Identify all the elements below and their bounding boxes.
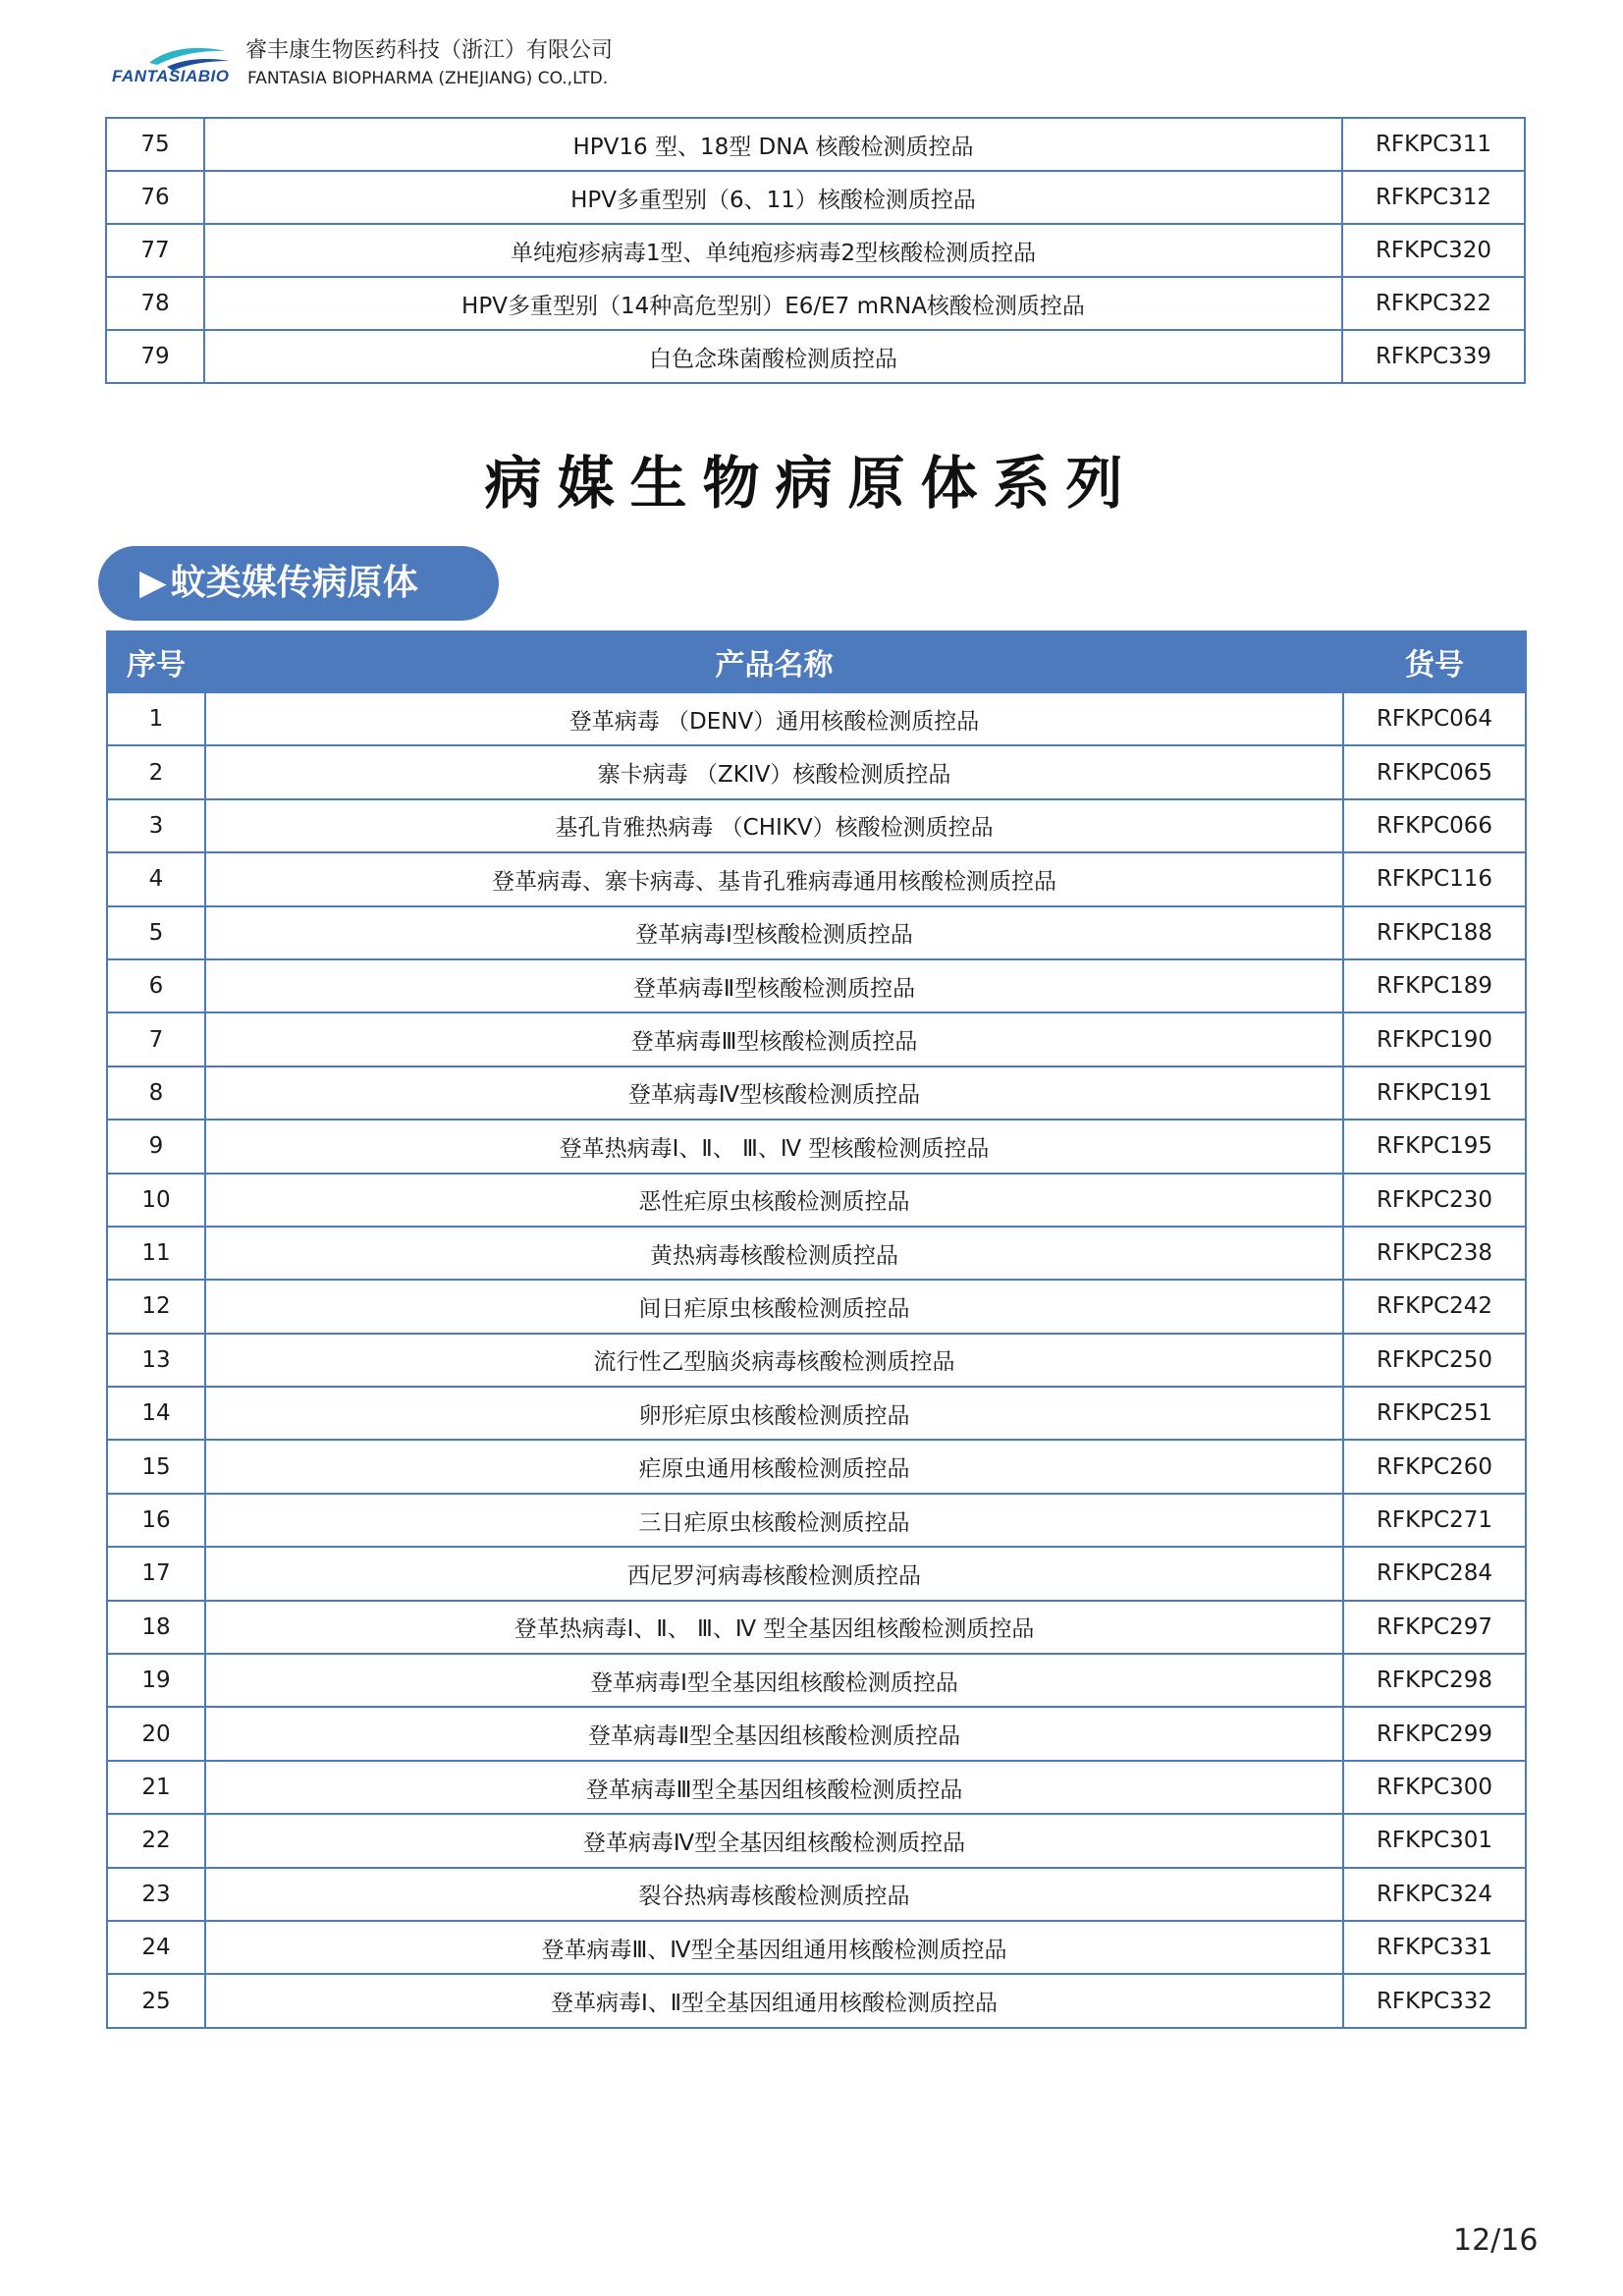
row-number: 19: [107, 1654, 205, 1707]
header-code: 货号: [1343, 631, 1526, 692]
row-number: 79: [106, 330, 204, 383]
header-name: 产品名称: [205, 631, 1343, 692]
row-number: 10: [107, 1174, 205, 1227]
row-number: 2: [107, 745, 205, 798]
product-code: RFKPC301: [1343, 1814, 1526, 1867]
product-code: RFKPC066: [1343, 799, 1526, 852]
table-row: [107, 1120, 1526, 1173]
table-row: [107, 1280, 1526, 1333]
product-name: HPV多重型别（6、11）核酸检测质控品: [204, 171, 1342, 224]
product-code: RFKPC188: [1343, 906, 1526, 959]
company-name-en: FANTASIA BIOPHARMA (ZHEJIANG) CO.,LTD.: [247, 69, 609, 88]
product-code: RFKPC195: [1343, 1120, 1526, 1173]
table-row: [107, 1334, 1526, 1387]
product-code: RFKPC116: [1343, 852, 1526, 905]
product-name: HPV多重型别（14种高危型别）E6/E7 mRNA核酸检测质控品: [204, 277, 1342, 330]
row-number: 77: [106, 224, 204, 277]
table-row: [107, 1387, 1526, 1440]
row-number: 1: [107, 692, 205, 745]
product-code: RFKPC238: [1343, 1227, 1526, 1280]
product-code: RFKPC271: [1343, 1494, 1526, 1547]
product-name: 基孔肯雅热病毒 （CHIKV）核酸检测质控品: [205, 799, 1343, 852]
table-row: [107, 1921, 1526, 1974]
row-number: 3: [107, 799, 205, 852]
product-code: RFKPC322: [1342, 277, 1525, 330]
table-row: [107, 692, 1526, 745]
table-row: [106, 171, 1525, 224]
table-row: [107, 1440, 1526, 1493]
row-number: 22: [107, 1814, 205, 1867]
table-row: [107, 799, 1526, 852]
row-number: 20: [107, 1707, 205, 1760]
row-number: 11: [107, 1227, 205, 1280]
table-row: [107, 1814, 1526, 1867]
row-number: 8: [107, 1066, 205, 1120]
page-number: 12/16: [1453, 2223, 1539, 2258]
product-name: 恶性疟原虫核酸检测质控品: [205, 1174, 1343, 1227]
header-no: 序号: [107, 631, 205, 692]
row-number: 76: [106, 171, 204, 224]
product-name: 登革病毒 （DENV）通用核酸检测质控品: [205, 692, 1343, 745]
company-logo: [110, 45, 238, 94]
table-row: [107, 1654, 1526, 1707]
table-row: [107, 1761, 1526, 1814]
product-name: 登革热病毒Ⅰ、Ⅱ、 Ⅲ、Ⅳ 型全基因组核酸检测质控品: [205, 1601, 1343, 1654]
product-code: RFKPC332: [1343, 1974, 1526, 2027]
product-name: 西尼罗河病毒核酸检测质控品: [205, 1547, 1343, 1600]
company-name-cn: 睿丰康生物医药科技（浙江）有限公司: [245, 38, 614, 63]
page-header: [110, 27, 699, 96]
product-name: HPV16 型、18型 DNA 核酸检测质控品: [204, 118, 1342, 171]
product-code: RFKPC299: [1343, 1707, 1526, 1760]
table-row: [106, 330, 1525, 383]
product-code: RFKPC191: [1343, 1066, 1526, 1120]
product-name: 白色念珠菌酸检测质控品: [204, 330, 1342, 383]
product-name: 登革病毒Ⅳ型全基因组核酸检测质控品: [205, 1814, 1343, 1867]
row-number: 24: [107, 1921, 205, 1974]
table-row: [106, 224, 1525, 277]
row-number: 17: [107, 1547, 205, 1600]
table-row: [107, 1494, 1526, 1547]
product-code: RFKPC064: [1343, 692, 1526, 745]
table-row: [107, 852, 1526, 905]
product-name: 登革病毒Ⅱ型全基因组核酸检测质控品: [205, 1707, 1343, 1760]
table-row: [107, 959, 1526, 1012]
row-number: 5: [107, 906, 205, 959]
main-product-table: [106, 630, 1527, 2029]
product-name: 间日疟原虫核酸检测质控品: [205, 1280, 1343, 1333]
row-number: 4: [107, 852, 205, 905]
row-number: 12: [107, 1280, 205, 1333]
row-number: 7: [107, 1012, 205, 1066]
product-name: 登革病毒、寨卡病毒、基肯孔雅病毒通用核酸检测质控品: [205, 852, 1343, 905]
product-name: 寨卡病毒 （ZKIV）核酸检测质控品: [205, 745, 1343, 798]
row-number: 78: [106, 277, 204, 330]
product-name: 登革热病毒Ⅰ、Ⅱ、 Ⅲ、Ⅳ 型核酸检测质控品: [205, 1120, 1343, 1173]
logo-wordmark: FANTASIABIO: [112, 67, 230, 85]
row-number: 25: [107, 1974, 205, 2027]
product-name: 三日疟原虫核酸检测质控品: [205, 1494, 1343, 1547]
product-name: 登革病毒Ⅰ型全基因组核酸检测质控品: [205, 1654, 1343, 1707]
product-code: RFKPC251: [1343, 1387, 1526, 1440]
product-code: RFKPC065: [1343, 745, 1526, 798]
table-row: [107, 1012, 1526, 1066]
row-number: 15: [107, 1440, 205, 1493]
product-name: 登革病毒Ⅰ型核酸检测质控品: [205, 906, 1343, 959]
product-code: RFKPC284: [1343, 1547, 1526, 1600]
product-name: 疟原虫通用核酸检测质控品: [205, 1440, 1343, 1493]
product-code: RFKPC230: [1343, 1174, 1526, 1227]
subsection-pill: [98, 546, 499, 621]
product-code: RFKPC311: [1342, 118, 1525, 171]
table-row: [106, 277, 1525, 330]
top-product-table: [105, 117, 1526, 384]
product-name: 登革病毒Ⅳ型核酸检测质控品: [205, 1066, 1343, 1120]
row-number: 18: [107, 1601, 205, 1654]
product-name: 裂谷热病毒核酸检测质控品: [205, 1868, 1343, 1921]
product-code: RFKPC260: [1343, 1440, 1526, 1493]
product-code: RFKPC339: [1342, 330, 1525, 383]
row-number: 9: [107, 1120, 205, 1173]
table-header-row: [107, 631, 1526, 692]
product-code: RFKPC320: [1342, 224, 1525, 277]
row-number: 21: [107, 1761, 205, 1814]
product-name: 流行性乙型脑炎病毒核酸检测质控品: [205, 1334, 1343, 1387]
product-name: 登革病毒Ⅰ、Ⅱ型全基因组通用核酸检测质控品: [205, 1974, 1343, 2027]
table-row: [107, 1066, 1526, 1120]
row-number: 16: [107, 1494, 205, 1547]
section-title: 病媒生物病原体系列: [484, 450, 1139, 517]
product-code: RFKPC190: [1343, 1012, 1526, 1066]
table-row: [107, 1547, 1526, 1600]
product-code: RFKPC300: [1343, 1761, 1526, 1814]
row-number: 6: [107, 959, 205, 1012]
product-code: RFKPC250: [1343, 1334, 1526, 1387]
table-row: [107, 1974, 1526, 2027]
product-code: RFKPC242: [1343, 1280, 1526, 1333]
product-code: RFKPC298: [1343, 1654, 1526, 1707]
product-code: RFKPC324: [1343, 1868, 1526, 1921]
row-number: 14: [107, 1387, 205, 1440]
subsection-label: 蚊类媒传病原体: [170, 563, 418, 603]
product-name: 黄热病毒核酸检测质控品: [205, 1227, 1343, 1280]
table-row: [107, 1174, 1526, 1227]
product-name: 登革病毒Ⅲ型全基因组核酸检测质控品: [205, 1761, 1343, 1814]
product-name: 登革病毒Ⅲ型核酸检测质控品: [205, 1012, 1343, 1066]
product-code: RFKPC297: [1343, 1601, 1526, 1654]
table-row: [107, 1601, 1526, 1654]
product-code: RFKPC331: [1343, 1921, 1526, 1974]
table-row: [106, 118, 1525, 171]
table-row: [107, 906, 1526, 959]
row-number: 23: [107, 1868, 205, 1921]
product-name: 卵形疟原虫核酸检测质控品: [205, 1387, 1343, 1440]
product-name: 单纯疱疹病毒1型、单纯疱疹病毒2型核酸检测质控品: [204, 224, 1342, 277]
product-name: 登革病毒Ⅲ、Ⅳ型全基因组通用核酸检测质控品: [205, 1921, 1343, 1974]
product-code: RFKPC189: [1343, 959, 1526, 1012]
row-number: 75: [106, 118, 204, 171]
play-arrow-icon: ▶: [139, 563, 167, 603]
table-row: [107, 745, 1526, 798]
table-row: [107, 1707, 1526, 1760]
product-name: 登革病毒Ⅱ型核酸检测质控品: [205, 959, 1343, 1012]
table-row: [107, 1868, 1526, 1921]
table-row: [107, 1227, 1526, 1280]
row-number: 13: [107, 1334, 205, 1387]
product-code: RFKPC312: [1342, 171, 1525, 224]
